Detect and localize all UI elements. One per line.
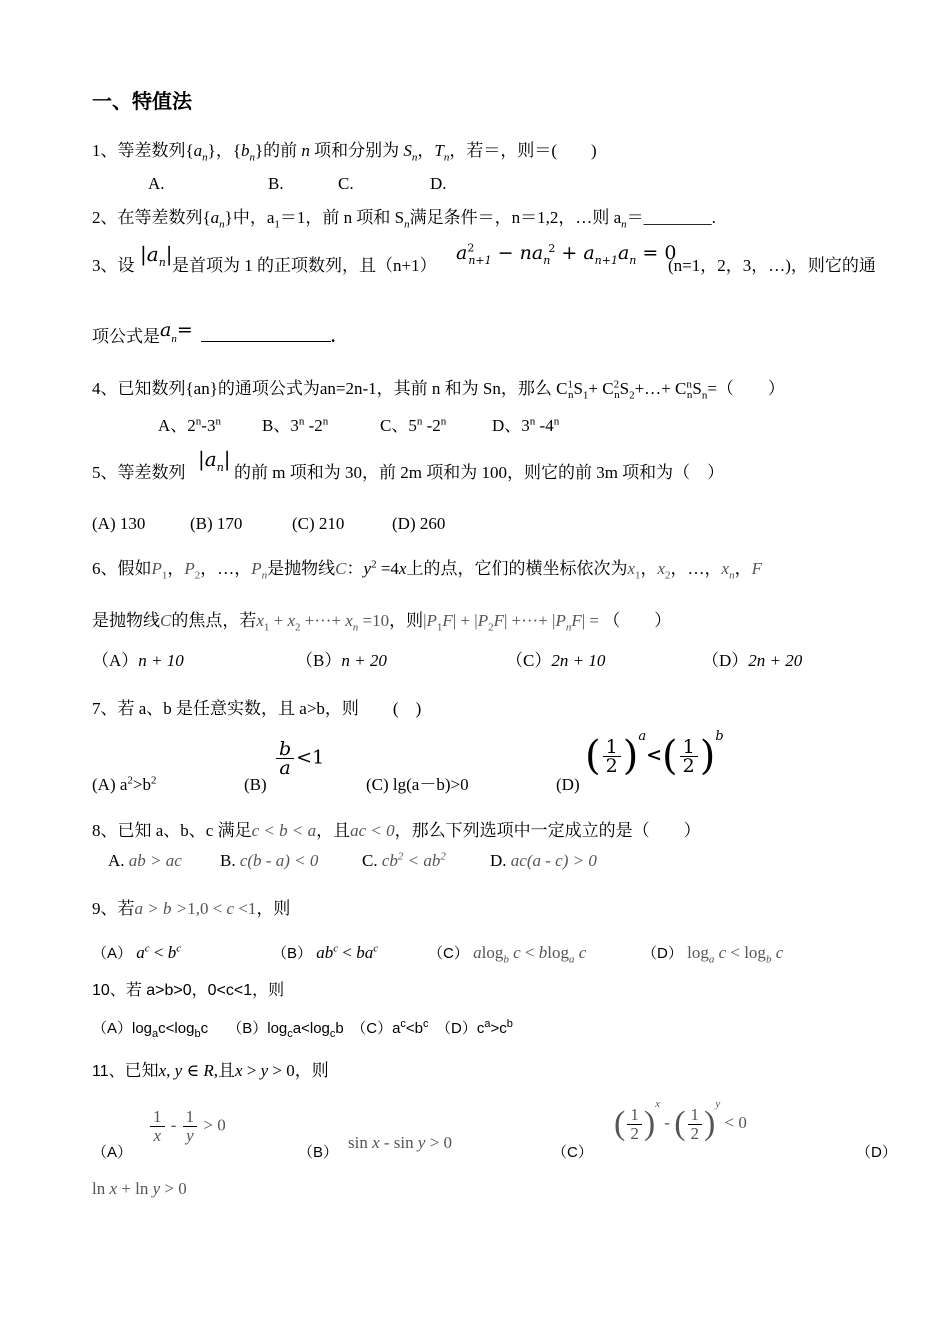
q6-option-d: （D）2n + 20 (702, 651, 803, 670)
question-11: 11、已知x, y ∈ R,且x > y > 0，则 (92, 1061, 329, 1080)
q7-option-b-label: (B) (244, 775, 267, 794)
q1-option-d: D. (430, 174, 447, 193)
question-5: 5、等差数列 (92, 463, 186, 482)
q5-option-b: (B) 170 (190, 514, 243, 533)
q1-option-c: C. (338, 174, 354, 193)
q7-option-a: (A) $a^2>b^2$ (92, 774, 157, 794)
q9-option-a: （A） $a^c < b^c$ (92, 942, 182, 962)
q6-option-c: （C）2n + 10 (506, 651, 606, 670)
q1-option-b: B. (268, 174, 284, 193)
q11-option-d-expr: ln x + ln y > 0 (92, 1179, 187, 1198)
q7-option-b-expr: $\frac{b}{a}$ <1 (274, 740, 324, 777)
q3-text-c: (n=1，2，3，…)，则它的通 (668, 256, 876, 275)
q3-text-b: 是首项为 1 的正项数列，且（n+1） (172, 256, 437, 275)
q9-option-b: （B） $ab^c < ba^c$ (272, 942, 379, 962)
q7-option-c: (C) lg(a－b)>0 (366, 775, 469, 794)
q3-line2: 项公式是$a_n=$ . (92, 319, 336, 346)
q8-option-b: B. c(b - a) < 0 (220, 851, 319, 870)
q4-option-d: D、3$^n$ -4$^n$ (492, 415, 560, 435)
q6-option-b: （B）n + 20 (296, 651, 387, 670)
q10-options: $(A)\log_ac<\log_bc$ $(B)\log_ca<\log_cb$ $(C)a^c<b^c$ $(D)c^a>c^b$ (92, 1018, 513, 1040)
q8-option-c: C. $cb^2 < ab^2$ (362, 850, 446, 870)
q6-option-a: （A）n + 10 (92, 651, 184, 670)
q8-option-d: D. ac(a - c) > 0 (490, 851, 597, 870)
q11-option-b-label: （B） (298, 1144, 339, 1161)
question-2: 2、在等差数列$\{a_n\}$中，$a_1=1$，前 n 项和 $S_n$满足条件＝，n＝1,2，…则 $a_n=\_\_\_\_\_\_\_\_$. (92, 208, 716, 231)
q4-option-b: B、3$^n$ -2$^n$ (262, 415, 329, 435)
q6-line2: 是抛物线C的焦点，若$x_1 + x_2$ +···+ $x_n =10$，则$|P_1F| + |P_2F|$ +···+ $|P_nF|$ = （ ） (92, 611, 672, 634)
question-10: 10、若 a>b>0，0<c<1，则 (92, 982, 285, 999)
q11-option-d-label: （D） (856, 1144, 897, 1161)
q9-option-d: （D） $\log_a c < \log_b c$ (642, 943, 784, 966)
q7-option-d-label: (D) (556, 775, 580, 794)
q9-option-c: （C） alog$_b$ c < blog$_a$ c (428, 943, 587, 966)
q3-abs-an: $|a_n|$ (140, 242, 173, 269)
question-7: 7、若 a、b 是任意实数，且 a>b，则 ( ) (92, 699, 422, 718)
q5-option-a: (A) 130 (92, 514, 146, 533)
q4-option-c: C、5$^n$ -2$^n$ (380, 415, 447, 435)
q8-option-a: A. ab > ac (108, 851, 182, 870)
q5-option-c: (C) 210 (292, 514, 345, 533)
question-4: 4、已知数列{an}的通项公式为an=2n-1，其前 n 和为 Sn，那么 $C^1_nS_1+$ $C^2_nS_2+\dots+ C^n_nS_n=$（ ） (92, 378, 785, 402)
q5-option-d: (D) 260 (392, 514, 446, 533)
question-9: 9、若a > b >1,0 < c <1，则 (92, 899, 291, 918)
question-1: 1、等差数列$\{a_n\}$，$\{b_n\}$的前 n 项和分别为 $S_n$，$T_n$，若＝，则＝( ) (92, 141, 597, 164)
q1-option-a: A. (148, 174, 165, 193)
q5-an: $|a_n|$ (198, 447, 231, 474)
question-3: 3、设 (92, 256, 135, 275)
q11-option-a-label: （A） (92, 1144, 133, 1161)
q11-option-a-expr: $\frac{1}{x}$ - $\frac{1}{y}$ > 0 (148, 1108, 226, 1145)
q3-recurrence: $a^2_{n+1} - na_n^2 + a_{n+1}a_n = 0$ (456, 241, 677, 267)
question-6: 6、假如$P_1$，$P_2$，…，$P_n$是抛物线C：$y^2 =4x$上的点，它们的横坐标依次为$x_1$，$x_2$，…，$x_n$，F (92, 558, 762, 582)
question-8: 8、已知 a、b、c 满足c < b < a，且ac < 0，那么下列选项中一定成立的是（ ） (92, 821, 701, 840)
q11-option-b-expr: sin x - sin y > 0 (348, 1133, 453, 1152)
q4-option-a: A、2$^n$-3$^n$ (158, 415, 221, 435)
q5-text-b: 的前 m 项和为 30，前 2m 项和为 100，则它的前 3m 项和为（ ） (234, 463, 725, 482)
q11-option-c-expr: ( $\frac{1}{2}$ )$^x$ - ( $\frac{1}{2}$ )$^y$ < 0 (614, 1098, 747, 1143)
section-title: 一、特值法 (92, 89, 192, 113)
q7-option-d-expr: ( $\frac{1}{2}$ )$^a$<( $\frac{1}{2}$ )$^b$ (585, 728, 724, 779)
q11-option-c-label: （C） (552, 1144, 593, 1161)
